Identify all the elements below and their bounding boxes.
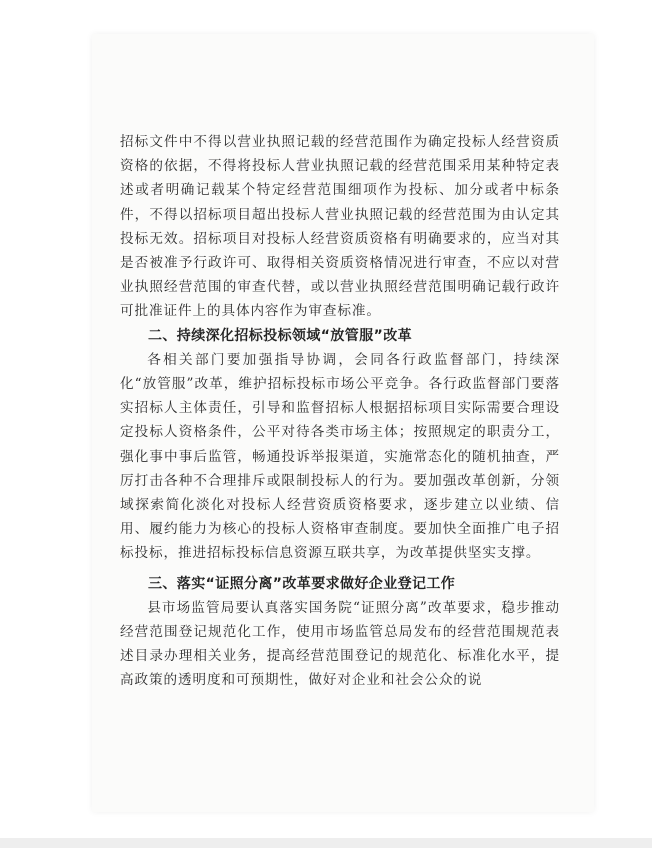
paragraph-reform: 各相关部门要加强指导协调，会同各行政监督部门，持续深化“放管服”改革，维护招标投标市场公平竞争。各行政监督部门要落实招标人主体责任，引导和监督招标人根据招标项目实际需要合理设定投标人资格条件，公平对待各类市场主体；按照规定的职责分工，强化事中事后监管，畅通投诉举报渠道，实施常态化的随机抽查，严厉打击各种不合理排斥或限制投标人的行为。要加强改革创新，分领域探索简化淡化对投标人经营资质资格要求，逐步建立以业绩、信用、履约能力为核心的投标人资格审查制度。要加快全面推广电子招标投标，推进招标投标信息资源互联共享，为改革提供坚实支撑。 bbox=[120, 351, 560, 562]
section-heading-2: 二、持续深化招标投标领域“放管服”改革 bbox=[148, 327, 413, 344]
paragraph-registration: 县市场监管局要认真落实国务院“证照分离”改革要求，稳步推动经营范围登记规范化工作，使用市场监管总局发布的经营范围规范表述目录办理相关业务，提高经营范围登记的规范化、标准化水平，提高政策的透明度和可预期性，做好对企业和社会公众的说 bbox=[120, 599, 560, 689]
viewer-bottom-bar bbox=[0, 838, 652, 848]
paragraph-business-scope: 招标文件中不得以营业执照记载的经营范围作为确定投标人经营资质资格的依据，不得将投标人营业执照记载的经营范围采用某种特定表述或者明确记载某个特定经营范围细项作为投标、加分或者中标条件，不得以招标项目超出投标人营业执照记载的经营范围为由认定其投标无效。招标项目对投标人经营资质资格有明确要求的，应当对其是否被准予行政许可、取得相关资质资格情况进行审查，不应以对营业执照经营范围的审查代替，或以营业执照经营范围明确记载行政许可批准证件上的具体内容作为审查标准。 bbox=[120, 134, 560, 320]
document-page bbox=[92, 34, 594, 812]
page-content bbox=[120, 130, 560, 693]
section-heading-3: 三、落实“证照分离”改革要求做好企业登记工作 bbox=[148, 575, 456, 592]
